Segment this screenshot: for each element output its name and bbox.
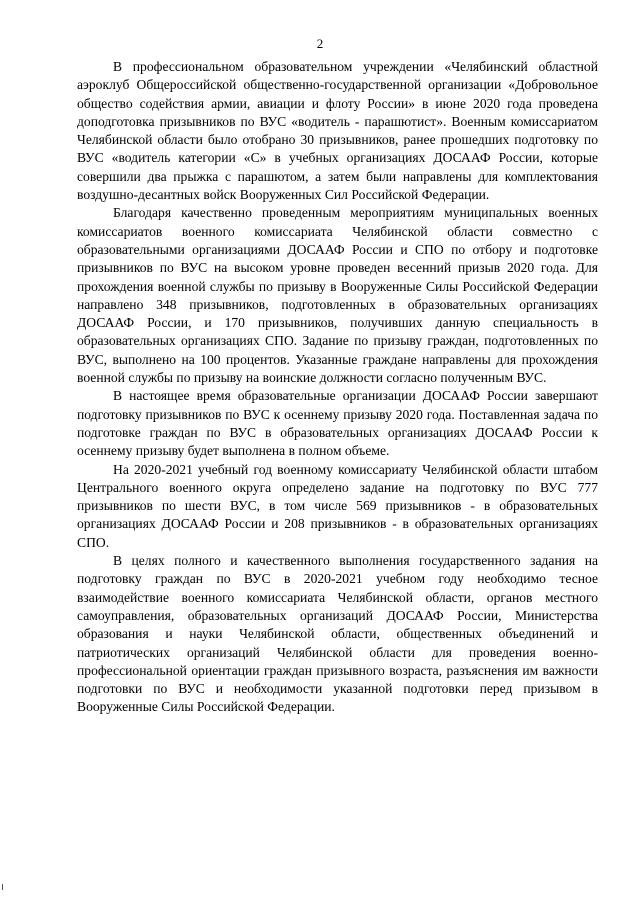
paragraph-autumn-preparation: В настоящее время образовательные организации ДОСААФ России завершают подготовку призывников по ВУС к осеннему призыву 2020 года. Поставленная задача по подготовке граждан по ВУС в образовательных организациях ДОСААФ России к осеннему призыву будет выполнена в полном объеме. (77, 388, 598, 459)
paragraph-training-assignment: На 2020-2021 учебный год военному комиссариату Челябинской области штабом Центрального военного округа определено задание на подготовку по ВУС 777 призывников по шести ВУС, в том числе 569 призывников - в образовательных организациях ДОСААФ России и 208 призывников - в образовательных организациях СПО. (77, 461, 598, 550)
document-body (77, 58, 598, 717)
paragraph-spring-conscription: Благодаря качественно проведенным мероприятиям муниципальных военных комиссариатов военного комиссариата Челябинской области совместно с образовательными организациями ДОСААФ России и СПО по отбору и подготовке призывников по ВУС на высоком уровне проведен весенний призыв 2020 года. Для прохождения военной службы по призыву в Вооруженные Силы Российской Федерации направлено 348 призывников, подготовленных в образовательных организациях ДОСААФ России, и 170 призывников, получивших данную специальность в образовательных организациях СПО. Задание по призыву граждан, подготовленных по ВУС, выполнено на 100 процентов. Указанные граждане направлены для прохождения военной службы по призыву на воинские должности согласно полученным ВУС. (77, 205, 598, 386)
paragraph-aeroclub: В профессиональном образовательном учреждении «Челябинский областной аэроклуб Общероссийской общественно-государственной организации «Добровольное общество содействия армии, авиации и флоту России» в июне 2020 года проведена доподготовка призывников по ВУС «водитель - парашютист». Военным комиссариатом Челябинской области было отобрано 30 призывников, ранее прошедших подготовку по ВУС «водитель категории «С» в учебных организациях ДОСААФ России, которые совершили два прыжка с парашютом, а затем были направлены для комплектования воздушно-десантных войск Вооруженных Сил Российской Федерации. (77, 59, 598, 203)
paragraph-interaction: В целях полного и качественного выполнения государственного задания на подготовку граждан по ВУС в 2020-2021 учебном году необходимо тесное взаимодействие военного комиссариата Челябинской области, органов местного самоуправления, образовательных организаций ДОСААФ России, Министерства образования и науки Челябинской области, общественных объединений и патриотических организаций Челябинской области для проведения военно-профессиональной ориентации граждан призывного возраста, разъяснения им важности подготовки по ВУС и необходимости указанной подготовки перед призывом в Вооруженные Силы Российской Федерации. (77, 553, 598, 715)
scan-mark (2, 884, 3, 890)
page-number: 2 (316, 36, 324, 51)
